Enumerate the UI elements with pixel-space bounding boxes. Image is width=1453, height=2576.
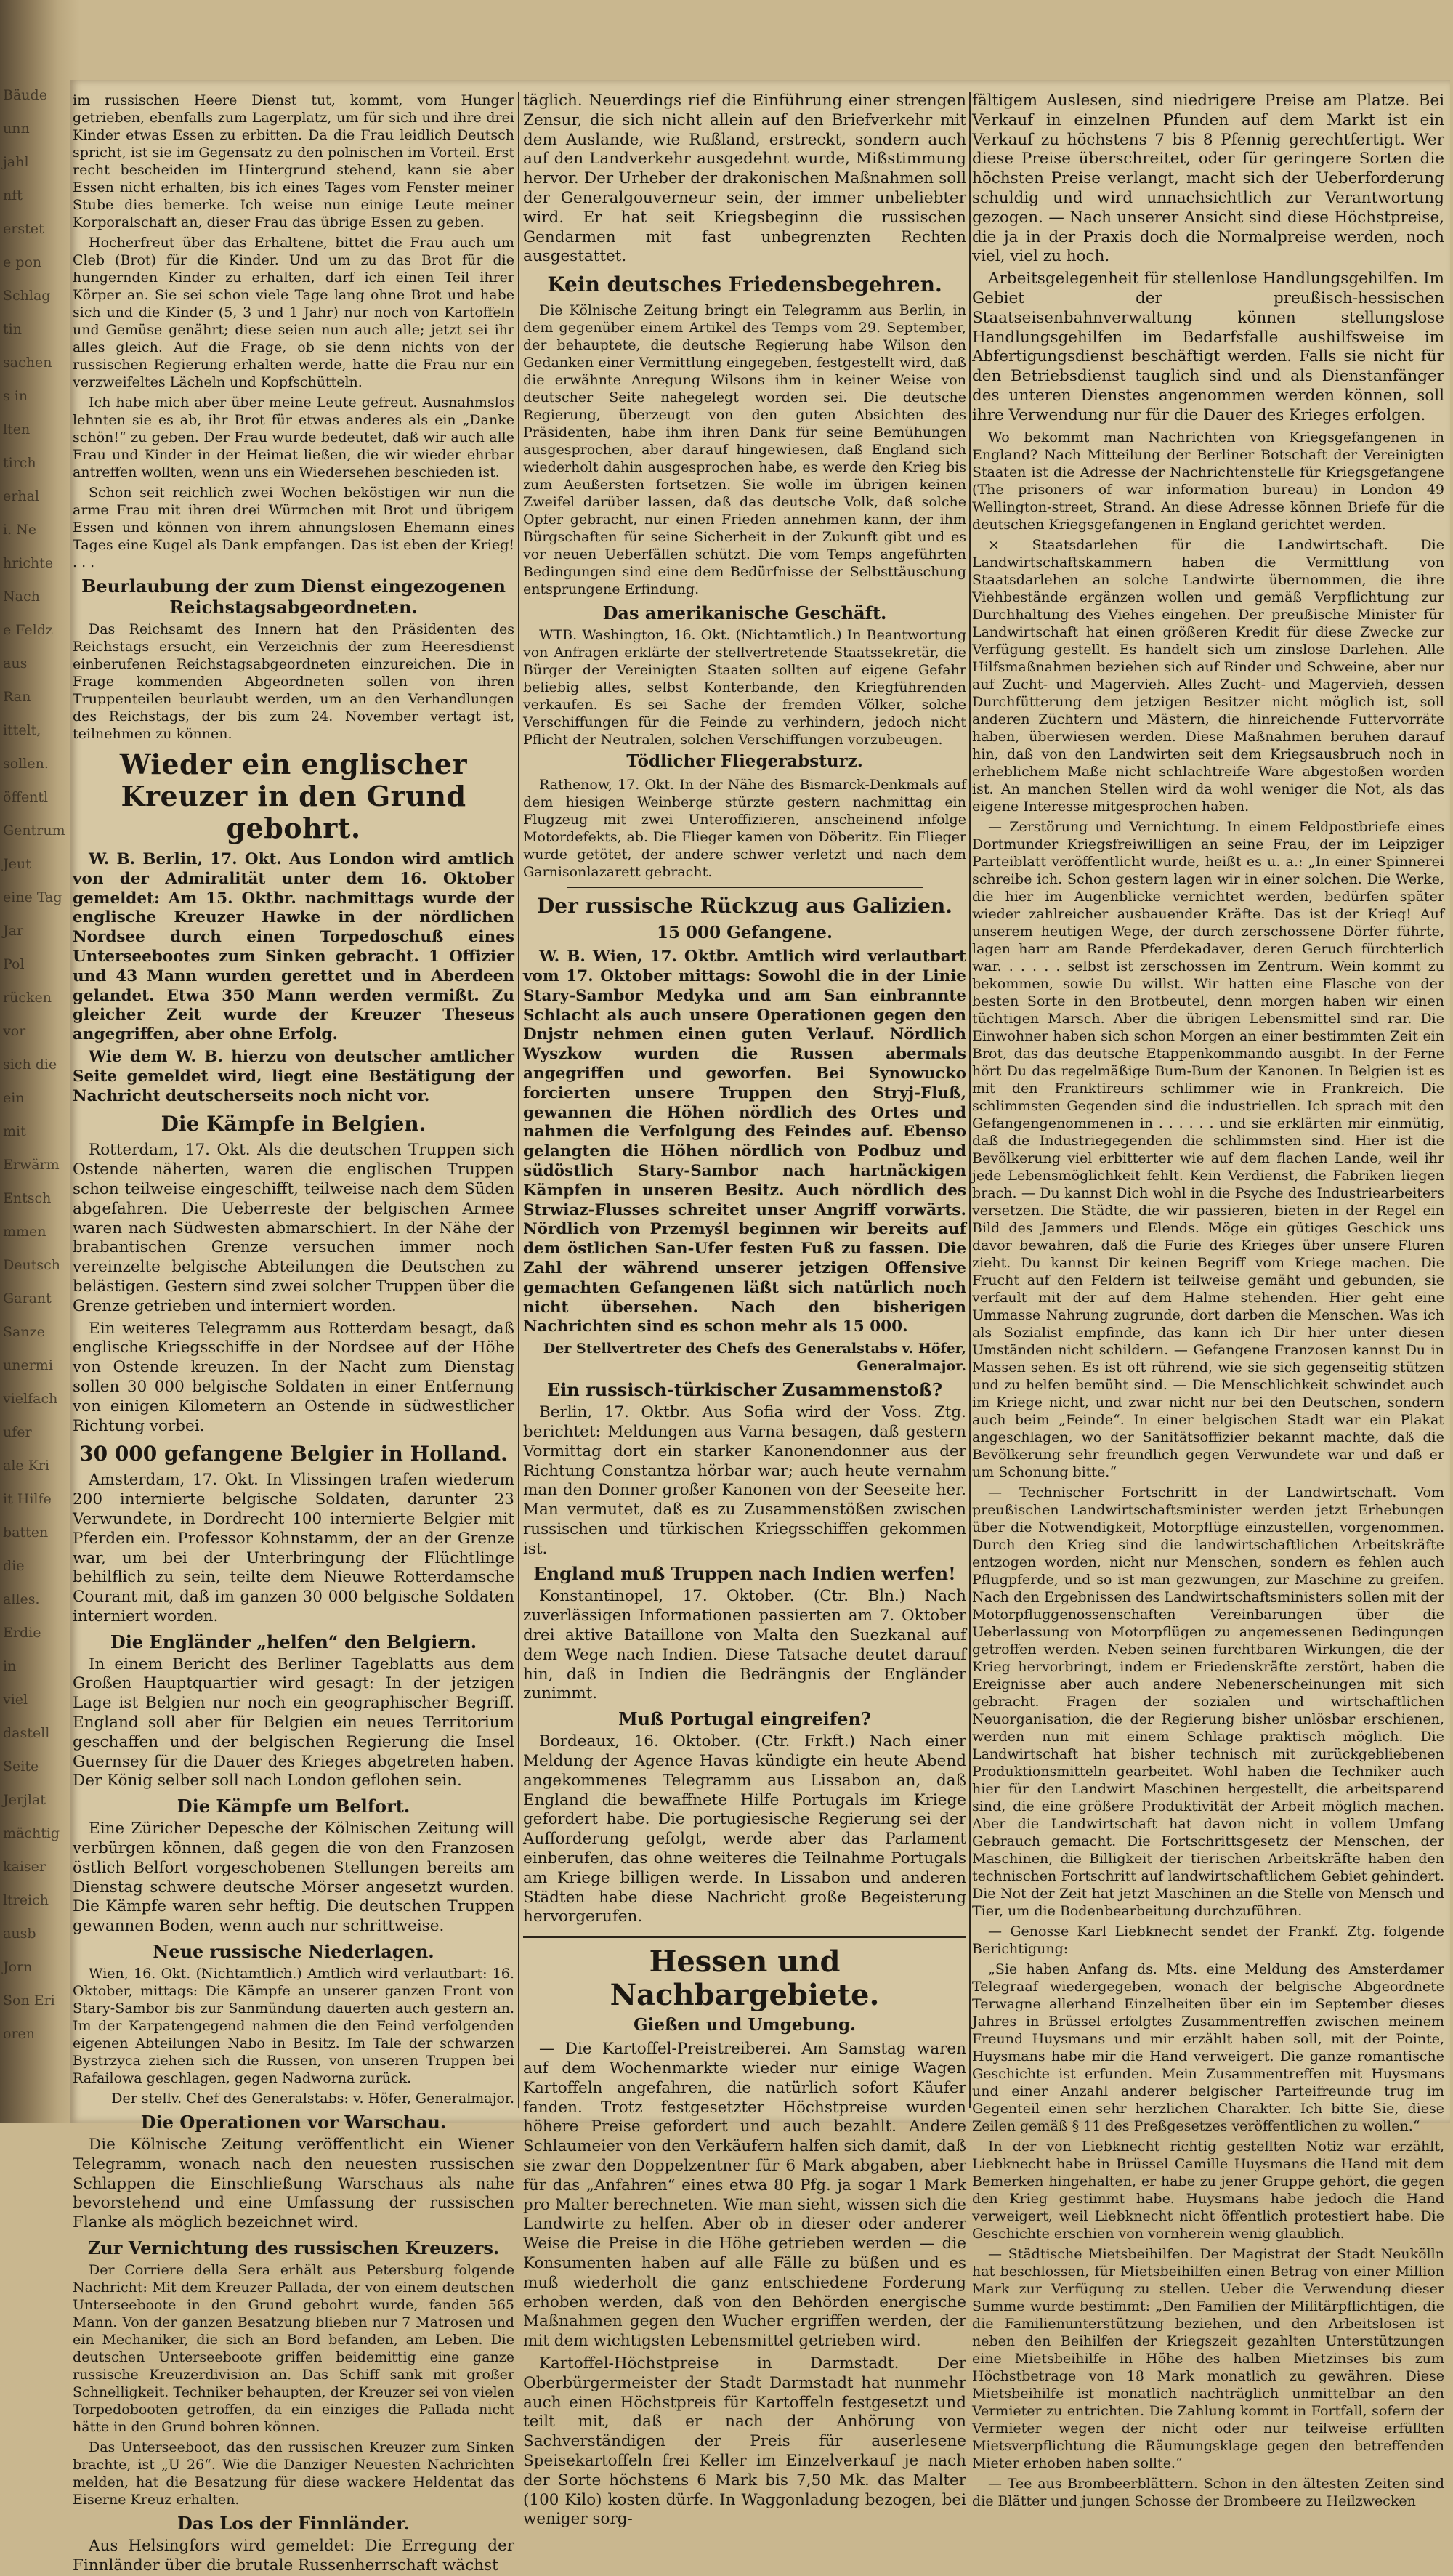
- headline: 30 000 gefangene Belgier in Holland.: [79, 1442, 508, 1466]
- paragraph: Berlin, 17. Oktbr. Aus Sofia wird der Voss. Ztg. berichtet: Meldungen aus Varna besagen, daß gestern Vormittag dort ein starker Kanonendonner aus der Richtung Constantza hörbar war; auch heute vernahm man den Donner großer Kanonen von der Seeseite her. Man vermutet, daß es zu Zusammenstößen zwischen russischen und türkischen Kriegsschiffen gekommen ist.: [523, 1403, 966, 1558]
- edge-text-fragment: sich die: [3, 1057, 57, 1073]
- edge-text-fragment: aus: [3, 655, 28, 671]
- headline: Ein russisch-türkischer Zusammenstoß?: [546, 1379, 943, 1401]
- edge-text-fragment: tirch: [3, 455, 36, 471]
- headline: Die Engländer „helfen“ den Belgiern.: [110, 1631, 477, 1652]
- edge-text-fragment: ufer: [3, 1424, 32, 1440]
- edge-text-fragment: Garant: [3, 1291, 52, 1307]
- paragraph: Eine Züricher Depesche der Kölnischen Zeitung will verbürgen können, daß gegen die von den Franzosen östlich Belfort vorgeschobenen Stellungen bereits am Dienstag schwere deutsche Mörser angesetzt wurden. Die Kämpfe waren sehr heftig. Die deutschen Truppen gewannen Boden, wenn auch nur schrittweise.: [73, 1820, 514, 1936]
- adjacent-page-edge: [0, 0, 80, 2123]
- column-rule: [969, 92, 971, 2108]
- column-1: [73, 92, 514, 2575]
- headline: Die Kämpfe um Belfort.: [177, 1796, 410, 1817]
- edge-text-fragment: unermi: [3, 1357, 53, 1373]
- edge-text-fragment: Entsch: [3, 1190, 52, 1206]
- edge-text-fragment: alles.: [3, 1591, 40, 1607]
- paragraph: Ich habe mich aber über meine Leute gefreut. Ausnahmslos lehnten sie es ab, ihr Brot für etwas anderes als ein „Danke schön!“ zu geben. Der Frau wurde bedeutet, daß wir auch alle Frau und Kinder in der Heimat ließen, die wir wieder ehrbar antreffen wollten, wenn uns ein Wiedersehen beschieden ist.: [73, 395, 514, 480]
- edge-text-fragment: unn: [3, 121, 30, 137]
- edge-text-fragment: hrichte: [3, 555, 54, 571]
- edge-text-fragment: vielfach: [3, 1391, 58, 1407]
- paragraph: Rathenow, 17. Okt. In der Nähe des Bismarck-Denkmals auf dem hiesigen Weinberge stürzte gestern nachmittag ein Flugzeug mit zwei Unteroffizieren, anscheinend infolge Motordefekts, ab. Die Flieger kamen von Döberitz. Ein Flieger wurde getötet, der andere schwer verletzt und nach dem Garnisonlazarett gebracht.: [523, 777, 966, 881]
- column-2: [523, 92, 966, 2529]
- edge-text-fragment: e pon: [3, 254, 42, 270]
- column-rule: [518, 92, 519, 2108]
- edge-text-fragment: Ran: [3, 689, 31, 705]
- paragraph: täglich. Neuerdings rief die Einführung einer strengen Zensur, die sich nicht allein auf den Briefverkehr mit dem Auslande, wie Rußland, erstreckt, sondern auch auf den Landverkehr ausgedehnt wurde, Mißstimmung hervor. Der Urheber der drakonischen Maßnahmen soll der Generalgouverneur sein, der immer unbeliebter wird. Er hat seit Kriegsbeginn die russischen Gendarmen mit fast unbegrenzten Rechten ausgestattet.: [523, 92, 966, 266]
- headline: Die Operationen vor Warschau.: [140, 2112, 447, 2133]
- paragraph: — Zerstörung und Vernichtung. In einem Feldpostbriefe eines Dortmunder Kriegsfreiwilligen an seine Frau, der im Leipziger Parteiblatt veröffentlicht wurde, heißt es u. a.: „In einer Spinnerei schreibe ich. Schon gestern lagen wir in einer solchen. Die Werke, die hier im Augenblicke vernichtet werden, bedürfen später wieder zahlreicher ausbauender Kräfte. Das ist der Krieg! Auf unserem heutigen Wege, der durch zerschossene Dörfer führte, lagen harr am Rande Pferdekadaver, deren Geruch fürchterlich war. . . . . . selbst ist zerschossen im Zentrum. Wein kommt zu bekommen, sowie Du willst. Wir hatten eine Flasche von der besten Sorte in den Brotbeutel, denn morgen haben wir einen tüchtigen Marsch. Aber die übrigen Lebensmittel sind rar. Die Einwohner haben sich schon Morgen an einer bestimmten Zeit ein Brot, das das deutsche Etappenkommando ausgibt. In der Ferne hört Du das regelmäßige Bum-Bum der Kanonen. In Belgien ist es mit den Franktireurs schlimmer wie in Frankreich. Die schlimmsten Gegenden sind die industriellen. Ich sprach mit den Gefangengenommenen in . . . . . . und sie erklärten mir einmütig, daß die Industriegegenden die schlimmsten sind. Hier ist die Bevölkerung viel erbitterter wie auf dem flachen Lande, weil ihr jede Lebensmöglichkeit fehlt. Kein Verdienst, die Fabriken liegen brach. — Du kannst Dich wohl in die Psyche des Industriearbeiters versetzen. Die Städte, die wir passieren, bieten in der Regel ein Bild des Jammers und Elends. Möge ein gütiges Geschick uns davor bewahren, daß die Furie des Krieges über unsere Fluren zieht. Du kannst Dir keinen Begriff vom Kriege machen. Die Frucht auf den Feldern ist teilweise gemäht und gebunden, sie verfault mit der auf dem Halme stehenden. Hier geht eine Ummasse Nahrung zugrunde, dort darben die Menschen. Was ich als Sozialist empfinde, das kann ich Dir hier unter diesen Umständen nicht schildern. — Gefangene Franzosen kannst Du in Massen sehen. Es ist oft rührend, wie sie sich gegenseitig stützen und zu helfen bemüht sind. — Die Menschlichkeit schwindet auch im Kriege nicht, und zwar nicht nur bei den Deutschen, sondern auch beim „Feinde“. In einer belgischen Stadt war ein Plakat angeschlagen, wo der Sanitätsoffizier bekannt machte, daß die Bevölkerung sehr freundlich gegen Verwundete war und daß er um Schonung bitte.“: [972, 818, 1444, 1480]
- edge-text-fragment: erstet: [3, 221, 44, 237]
- section-subtitle: Gießen und Umgebung.: [633, 2015, 857, 2035]
- paragraph: Der Corriere della Sera erhält aus Petersburg folgende Nachricht: Mit dem Kreuzer Pallada, der von einem deutschen Unterseeboote in den Grund gebohrt wurde, fanden 565 Mann. Von der ganzen Besatzung blieben nur 7 Matrosen und ein Mechaniker, die sich an Bord befanden, am Leben. Die deutschen Unterseeboote griffen beidemittig eine ganze russische Kreuzerdivision an. Das Schiff sank mit großer Schnelligkeit. Techniker behaupten, der Kreuzer sei von vielen Torpedobooten getroffen, da ein einziges die Pallada nicht hätte in den Grund bohren können.: [73, 2262, 514, 2436]
- edge-text-fragment: Jar: [3, 923, 24, 939]
- edge-text-fragment: mit: [3, 1123, 26, 1139]
- paragraph: Die Kölnische Zeitung veröffentlicht ein Wiener Telegramm, wonach nach den neuesten russischen Schlappen die Einschließung Warschaus als nahe bevorstehend und eine Umfassung der russischen Flanke als möglich bezeichnet wird.: [73, 2136, 514, 2232]
- paragraph: Konstantinopel, 17. Oktober. (Ctr. Bln.) Nach zuverlässigen Informationen passierten am 7. Oktober drei aktive Bataillone von Malta den Suezkanal auf dem Wege nach Indien. Diese Tatsache deutet darauf hin, daß in Indien die Bedrängnis der Engländer zunimmt.: [523, 1587, 966, 1703]
- paragraph: fältigem Auslesen, sind niedrigere Preise am Platze. Bei Verkauf in einzelnen Pfunden auf dem Markt ist ein Verkauf zu höchstens 7 bis 8 Pfennig gerechtfertigt. Wer diese Preise überschreitet, oder für geringere Sorten die höchsten Preise verlangt, macht sich der Ueberforderung schuldig und wird unnachsichtlich zur Verantwortung gezogen. — Nach unserer Ansicht sind diese Höchstpreise, die ja in der Praxis doch die Normalpreise werden, noch viel, viel zu hoch.: [972, 92, 1444, 266]
- headline: Der russische Rückzug aus Galizien.: [536, 894, 953, 918]
- edge-text-fragment: i. Ne: [3, 522, 37, 538]
- edge-text-fragment: lten: [3, 421, 31, 437]
- edge-text-fragment: Bäude: [3, 87, 47, 103]
- subheadline: Tödlicher Fliegerabsturz.: [626, 751, 863, 772]
- edge-text-fragment: it Hilfe: [3, 1491, 52, 1507]
- headline: Neue russische Niederlagen.: [153, 1941, 434, 1963]
- paragraph: Rotterdam, 17. Okt. Als die deutschen Truppen sich Ostende näherten, waren die englischen Truppen schon teilweise eingeschifft, teilweise nach dem Süden abgefahren. Die Ueberreste der belgischen Armee waren nach Südwesten abmarschiert. In der Nähe der brabantischen Grenze versuchen immer noch vereinzelte belgische Abteilungen die Deutschen zu belästigen. Gestern sind zwei solcher Truppen über die Grenze getrieben und interniert worden.: [73, 1141, 514, 1315]
- edge-text-fragment: Schlag: [3, 288, 51, 304]
- paragraph: Hocherfreut über das Erhaltene, bittet die Frau auch um Cleb (Brot) für die Kinder. Und um zu das Brot für die hungernden Kinder zu erhalten, darf ich einen Teil ihrer Körper an. Sie sei schon viele Tage lang ohne Brot und habe sich und die Kinder (5, 3 und 1 Jahr) nur noch von Kartoffeln und Gemüse genährt; diese seien nun auch alle; jetzt sei ihr alles gleich. Auf die Frage, ob sie denn nichts von der russischen Regierung erhalten werde, hatte die Frau nur ein verzweifeltes Lächeln und Kopfschütteln.: [73, 235, 514, 390]
- edge-text-fragment: Jeut: [3, 856, 31, 872]
- paragraph: Wien, 16. Okt. (Nichtamtlich.) Amtlich wird verlautbart: 16. Oktober, mittags: Die Kämpfe an unserer ganzen Front von Stary-Sambor bis zur Sanmündung dauerten auch gestern an. Im der Karpatengegend nahmen die den Feind verfolgenden eigenen Abteilungen Nabo in Besitz. Im Tale der schwarzen Bystrzyca ziehen sich die Russen, von unseren Truppen bei Rafailowa geschlagen, gegen Nadworna zurück.: [73, 1966, 514, 2087]
- paragraph: — Die Kartoffel-Preistreiberei. Am Samstag waren auf dem Wochenmarkte wieder nur einige Wagen Kartoffeln angefahren, die natürlich sofort Käufer fanden. Trotz festgesetzter Höchstpreise wurden höhere Preise gefordert und auch bezahlt. Andere Schlaumeier von den Verkäufern halfen sich damit, daß sie zwar den Doppelzentner für 6 Mark abgaben, aber für das „Anfahren“ eines etwa 80 Pfg. ja sogar 1 Mark pro Malter berechneten. Wie man sieht, wissen sich die Landwirte zu helfen. Aber ob in dieser oder anderer Weise die Preise in die Höhe getrieben werden — die Konsumenten haben auf alle Fälle zu büßen und es muß wiederholt die ganz entschiedene Forderung erhoben werden, daß von den Behörden energische Maßnahmen gegen den Wucher ergriffen werden, der mit dem wichtigsten Lebensmittel getrieben wird.: [523, 2040, 966, 2351]
- edge-text-fragment: batten: [3, 1525, 49, 1541]
- edge-text-fragment: tin: [3, 321, 22, 337]
- paragraph: Wie dem W. B. hierzu von deutscher amtlicher Seite gemeldet wird, liegt eine Bestätigung der Nachricht deutscherseits noch nicht vor.: [73, 1047, 514, 1105]
- edge-text-fragment: Seite: [3, 1759, 39, 1774]
- edge-text-fragment: die: [3, 1558, 25, 1574]
- headline: Zur Vernichtung des russischen Kreuzers.: [87, 2237, 500, 2259]
- headline: Die Kämpfe in Belgien.: [161, 1112, 426, 1136]
- paragraph: — Technischer Fortschritt in der Landwirtschaft. Vom preußischen Landwirtschaftsminister werden jetzt Erhebungen über die Notwendigkeit, Motorpflüge einzustellen, vorgenommen. Durch den Krieg sind die landwirtschaftlichen Arbeitskräfte entzogen worden, nicht nur Menschen, sondern es fehlen auch Pflugpferde, und so ist man gezwungen, zur Maschine zu greifen. Nach den Ergebnissen des Landwirtschaftsministers sollen mit der Motorpfluggenossenschaften Vereinbarungen über die Ueberlassung von Motorpflügen zu angemessenen Bedingungen getroffen werden. Neben seinen furchtbaren Wirkungen, die der Krieg hervorbringt, indem er Friedenskräfte zerstört, haben die Ereignisse aber auch andere Nebenerscheinungen mit sich gebracht. Fragen der sozialen und wirtschaftlichen Neuorganisation, die der Regierung bisher unlösbar erschienen, werden nun mit einem Schlage praktisch möglich. Die Landwirtschaft hat bisher technisch mit zurückgebliebenen Produktionsmitteln gearbeitet. Wohl haben die Techniker auch hier für den Landwirt Maschinen hergestellt, die arbeitsparend sind, die eine größere Produktivität der Arbeit möglich machen. Aber die Landwirtschaft hat davon nicht in vollem Umfang Gebrauch gemacht. Die Fortschrittsgesetz der Menschen, der Maschinen, die Billigkeit der tierischen Arbeitskräfte haben den technischen Fortschritt auf landwirtschaftlichem Gebiet gehindert. Die Not der Zeit hat jetzt Maschinen an die Stelle von Mensch und Tier, um die Bodenbearbeitung durchzuführen.: [972, 1484, 1444, 1919]
- paragraph: Aus Helsingfors wird gemeldet: Die Erregung der Finnländer über die brutale Russenherrschaft wächst: [73, 2537, 514, 2575]
- edge-text-fragment: ltreich: [3, 1892, 49, 1908]
- edge-text-fragment: nft: [3, 187, 23, 203]
- edge-text-fragment: ausb: [3, 1926, 36, 1942]
- paragraph: Das Unterseeboot, das den russischen Kreuzer zum Sinken brachte, ist „U 26“. Wie die Danziger Neuesten Nachrichten melden, hat die Besatzung für diese wackere Heldentat das Eiserne Kreuz erhalten.: [73, 2439, 514, 2508]
- edge-text-fragment: jahl: [3, 154, 29, 170]
- edge-text-fragment: ittelt,: [3, 722, 41, 738]
- paragraph: Arbeitsgelegenheit für stellenlose Handlungsgehilfen. Im Gebiet der preußisch-hessischen Staatseisenbahnverwaltung können stellungslose Handlungsgehilfen im Bedarfsfalle aushilfsweise im Abfertigungsdienst beschäftigt werden. Falls sie nicht für den Betriebsdienst tauglich sind und als Dienstanfänger des unteren Dienstes angenommen werden können, soll ihre Verwendung nur für die Dauer des Krieges erfolgen.: [972, 270, 1444, 424]
- edge-text-fragment: Jerjlat: [3, 1792, 46, 1808]
- edge-text-fragment: dastell: [3, 1725, 50, 1741]
- edge-text-fragment: Deutsch: [3, 1257, 60, 1273]
- paragraph: Bordeaux, 16. Oktober. (Ctr. Frkft.) Nach einer Meldung der Agence Havas kündigte ein heute Abend angekommenes Telegramm aus Lissabon an, daß England die bewaffnete Hilfe Portugals im Kriege gefordert habe. Die portugiesische Regierung sei der Aufforderung gefolgt, werde aber das Parlament einberufen, das ohne weiteres die Teilnahme Portugals am Kriege billigen werde. In Lissabon und anderen Städten habe diese Nachricht große Begeisterung hervorgerufen.: [523, 1732, 966, 1926]
- paragraph: W. B. Berlin, 17. Okt. Aus London wird amtlich von der Admiralität unter dem 16. Oktober gemeldet: Am 15. Oktbr. nachmittags wurde der englische Kreuzer Hawke in der nördlichen Nordsee durch einen Torpedoschuß eines Unterseebootes zum Sinken gebracht. 1 Offizier und 43 Mann wurden gerettet und in Aberdeen gelandet. Etwa 350 Mann werden vermißt. Zu gleicher Zeit wurde der Kreuzer Theseus angegriffen, aber ohne Erfolg.: [73, 850, 514, 1044]
- paragraph: W. B. Wien, 17. Oktbr. Amtlich wird verlautbart vom 17. Oktober mittags: Sowohl die in der Linie Stary-Sambor Medyka und am San einbrannte Schlacht als auch unsere Operationen gegen den Dnjstr nehmen einen guten Verlauf. Nördlich Wyszkow wurden die Russen abermals angegriffen und geworfen. Bei Synowucko forcierten unsere Truppen den Stryj-Fluß, gewannen die Höhen nördlich des Ortes und nahmen die Verfolgung des Feindes auf. Ebenso gelangten die Höhen nördlich von Podbuz und südöstlich Stary-Sambor nach hartnäckigen Kämpfen in unseren Besitz. Auch nördlich des Strwiaz-Flusses schreitet unser Angriff vorwärts. Nördlich von Przemyśl beginnen wir bereits auf dem östlichen San-Ufer festen Fuß zu fassen. Die Zahl der während unserer jetzigen Offensive gemachten Gefangenen läßt sich natürlich noch nicht übersehen. Nach den bisherigen Nachrichten sind es schon mehr als 15 000.: [523, 948, 966, 1336]
- paragraph: × Staatsdarlehen für die Landwirtschaft. Die Landwirtschaftskammern haben die Vermittlung von Staatsdarlehen an solche Landwirte übernommen, die ihre Viehbestände ergänzen wollen und gemäß Verpflichtung zur Durchhaltung des Viehes eingehen. Der preußische Minister für Landwirtschaft hat einen größeren Kredit für diese Zwecke zur Verfügung gestellt. Es handelt sich um zinslose Darlehen. Alle Hilfsmaßnahmen beziehen sich auf Rinder und Schweine, aber nur auf Zucht- und Magervieh. Alles Zucht- und Magervieh, dessen Durchfütterung dem jetzigen Besitzer nicht möglich ist, soll anderen Züchtern und Mästern, die hinreichende Futtervorräte haben, überwiesen werden. Diese Maßnahmen beruhen darauf hin, daß von den Landwirten seit dem Kriegsausbruch noch in erheblichem Maße nicht schlachtreife Ware abgestoßen worden ist. An manchen Stellen wird da wohl weniger die Not, als das eigene Interesse mitgesprochen haben.: [972, 536, 1444, 815]
- edge-text-fragment: e Feldz: [3, 622, 53, 638]
- signature-line: Der Stellvertreter des Chefs des Generalstabs v. Höfer, Generalmajor.: [543, 1341, 966, 1375]
- edge-text-fragment: öffentl: [3, 789, 49, 805]
- paragraph: „Sie haben Anfang ds. Mts. eine Meldung des Amsterdamer Telegraaf wiedergegeben, wonach der belgische Abgeordnete Terwagne allerhand Einzelheiten über ein im September dieses Jahres in Brüssel erfolgtes Zusammentreffen zwischen meinem Freund Huysmans und mir erzählt haben soll, mit der Pointe, Huysmans habe mir die Hand verweigert. Die ganze romantische Geschichte ist erfunden. Mein Zusammentreffen mit Huysmans und einer Anzahl anderer belgischer Parteifreunde trug im Gegenteil einen sehr herzlichen Charakter. Ich bitte Sie, diese Zeilen gemäß § 11 des Preßgesetzes veröffentlichen zu wollen.“: [972, 1961, 1444, 2134]
- paragraph: Die Kölnische Zeitung bringt ein Telegramm aus Berlin, in dem gegenüber einem Artikel des Temps vom 29. September, der behauptete, die deutsche Regierung habe Wilson den Gedanken einer Vermittlung eingegeben, festgestellt wird, daß die erwähnte Anregung Wilsons ihm in keiner Weise von deutscher Seite nahegelegt worden sei. Die deutsche Regierung, überzeugt von den guten Absichten des Präsidenten, habe ihm ihren Dank für seine Bemühungen ausgesprochen, aber darauf hingewiesen, daß England sich wiederholt dahin ausgesprochen habe, es werde den Krieg bis zum Aeußersten fortsetzen. Sie wolle im übrigen keinen Zweifel darüber lassen, daß das deutsche Volk, daß solche Opfer gebracht, nur einen Frieden annehmen kann, der ihm Bürgschaften für seine Sicherheit in der Zukunft gibt und es vor neuen Ueberfällen schützt. Die vom Temps angeführten Bedingungen sind eine dem Bedürfnisse der Selbsttäuschung entsprungene Erfindung.: [523, 302, 966, 598]
- edge-text-fragment: sollen.: [3, 756, 49, 772]
- paragraph: In einem Bericht des Berliner Tageblatts aus dem Großen Hauptquartier wird gesagt: In der jetzigen Lage ist Belgien nur noch ein geographischer Begriff. England soll aber für Belgien ein neues Territorium geschaffen und der belgischen Regierung die Insel Guernsey für die Dauer des Krieges abgetreten haben. Der König selber soll nach London geflohen sein.: [73, 1655, 514, 1790]
- paragraph: Ein weiteres Telegramm aus Rotterdam besagt, daß englische Kriegsschiffe in der Nordsee auf der Höhe von Ostende kreuzen. In der Nacht zum Dienstag sollen 30 000 belgische Soldaten in einer Entfernung von einigen Kilometern an Ostende in südwestlicher Richtung vorbei.: [73, 1319, 514, 1435]
- edge-text-fragment: s in: [3, 388, 28, 404]
- edge-text-fragment: Pol: [3, 956, 25, 972]
- edge-text-fragment: kaiser: [3, 1859, 46, 1875]
- edge-text-fragment: Nach: [3, 589, 40, 605]
- edge-text-fragment: sachen: [3, 355, 52, 371]
- paragraph: — Tee aus Brombeerblättern. Schon in den ältesten Zeiten sind die Blätter und jungen Schosse der Brombeere zu Heilzwecken: [972, 2475, 1444, 2509]
- headline: England muß Truppen nach Indien werfen!: [533, 1563, 956, 1585]
- edge-text-fragment: vor: [3, 1023, 26, 1039]
- edge-text-fragment: viel: [3, 1692, 28, 1708]
- headline: Das Los der Finnländer.: [177, 2513, 410, 2535]
- headline: Wieder ein englischer Kreuzer in den Grund gebohrt.: [119, 748, 468, 844]
- edge-text-fragment: ein: [3, 1090, 25, 1106]
- paragraph: Das Reichsamt des Innern hat den Präsidenten des Reichstags ersucht, ein Verzeichnis der zum Heeresdienst einberufenen Reichstagsabgeordneten einzureichen. Die in Frage kommenden Abgeordneten sollen von ihren Truppenteilen beurlaubt werden, um an den Verhandlungen des Reichstags, der bis zum 24. November vertagt ist, teilnehmen zu können.: [73, 621, 514, 742]
- paragraph: WTB. Washington, 16. Okt. (Nichtamtlich.) In Beantwortung von Anfragen erklärte der stellvertretende Staatssekretär, die Bürger der Vereinigten Staaten sollten auf eigene Gefahr beliebig alles, selbst Konterbande, den Kriegführenden verkaufen. Es sei Sache der fremden Völker, solche Verschiffungen für die Feinde zu verhindern, jedoch nicht Pflicht der Neutralen, solchen Verschiffungen vorzubeugen.: [523, 627, 966, 748]
- edge-text-fragment: ale Kri: [3, 1458, 50, 1474]
- edge-text-fragment: rücken: [3, 990, 52, 1006]
- edge-text-fragment: Erdie: [3, 1625, 41, 1641]
- subheadline: 15 000 Gefangene.: [657, 923, 833, 943]
- paragraph: In der von Liebknecht richtig gestellten Notiz war erzählt, Liebknecht habe in Brüssel Camille Huysmans die Hand mit dem Bemerken hingehalten, er habe zu jener Gruppe gehört, die gegen den Krieg gestimmt habe. Huysmans habe jedoch die Hand verweigert, weil Liebknecht nicht öffentlich protestiert habe. Die Geschichte erschien von vornherein wenig glaublich.: [972, 2138, 1444, 2242]
- edge-text-fragment: mächtig: [3, 1825, 60, 1841]
- edge-text-fragment: Sanze: [3, 1324, 45, 1340]
- headline: Muß Portugal eingreifen?: [618, 1708, 871, 1730]
- edge-text-fragment: in: [3, 1658, 17, 1674]
- paragraph: Amsterdam, 17. Okt. In Vlissingen trafen wiederum 200 internierte belgische Soldaten, darunter 23 Verwundete, in Dordrecht 100 internierte Belgier mit Pferden ein. Professor Kohnstamm, der an der Grenze war, um bei der Unterbringung der Flüchtlinge behilflich zu sein, teilte dem Nieuwe Rotterdamsche Courant mit, daß im ganzen 30 000 belgische Soldaten interniert worden.: [73, 1471, 514, 1626]
- headline: Beurlaubung der zum Dienst eingezogenen Reichstagsabgeordneten.: [81, 576, 506, 618]
- edge-text-fragment: Gentrum: [3, 823, 65, 839]
- paragraph: Schon seit reichlich zwei Wochen beköstigen wir nun die arme Frau mit ihren drei Würmchen mit Brot und übrigem Essen und können von ihrem ahnungslosen Ehemann eines Tages eine Kugel als Dank empfangen. Das ist eben der Krieg! . . .: [73, 485, 514, 570]
- paragraph: — Genosse Karl Liebknecht sendet der Frankf. Ztg. folgende Berichtigung:: [972, 1923, 1444, 1957]
- edge-text-fragment: mmen: [3, 1224, 46, 1240]
- column-3: [972, 92, 1444, 2509]
- paragraph: — Städtische Mietsbeihilfen. Der Magistrat der Stadt Neukölln hat beschlossen, für Mietsbeihilfen einen Betrag von einer Million Mark zur Verfügung zu stellen. Ueber die Verwendung dieser Summe wurde bestimmt: „Den Familien der Militärpflichtigen, die die Familienunterstützung beziehen, und den Arbeitslosen ist neben den Beihilfen der Kriegszeit gezahlten Unterstützungen eine Mietsbeihilfe in Höhe des halben Mietzinses bis zum Höchstbetrage von 18 Mark monatlich zu gewähren. Diese Mietsbeihilfe ist monatlich nachträglich unmittelbar an den Vermieter zu entrichten. Die Zahlung kommt in Fortfall, sofern der Vermieter wegen der nicht oder nur teilweise erfüllten Mietsverpflichtung die Räumungsklage gegen den betreffenden Mieter erhoben haben sollte.“: [972, 2245, 1444, 2471]
- edge-text-fragment: Jorn: [3, 1959, 33, 1975]
- edge-text-fragment: Erwärm: [3, 1157, 60, 1173]
- headline: Kein deutsches Friedensbegehren.: [547, 272, 942, 297]
- section-title: Hessen und Nachbargebiete.: [523, 1936, 966, 2012]
- paragraph: im russischen Heere Dienst tut, kommt, vom Hunger getrieben, ebenfalls zum Lagerplatz, um für sich und ihre drei Kinder etwas Essen zu erbitten. Da die Frau leidlich Deutsch spricht, ist sie im Gegensatz zu den polnischen im Vorteil. Erst recht bescheiden im Hintergrund stehend, kann sie aber Essen nicht erhalten, bis ich eines Tages vom Fenster meiner Stube dies bemerke. Ich weise nun einige Leute meiner Korporalschaft an, dieser Frau das übrige Essen zu geben.: [73, 92, 514, 230]
- paragraph: Kartoffel-Höchstpreise in Darmstadt. Der Oberbürgermeister der Stadt Darmstadt hat nunmehr auch einen Höchstpreis für Kartoffeln festgesetzt und teilt mit, daß er nach der Anhörung von Sachverständigen der Preis für auserlesene Speisekartoffeln frei Keller im Einzelverkauf je nach der Sorte höchstens 6 Mark bis 7,50 Mk. das Malter (100 Kilo) kosten dürfe. In Waggonladung bezogen, bei weniger sorg-: [523, 2354, 966, 2529]
- edge-text-fragment: eine Tag: [3, 889, 62, 905]
- divider: [567, 887, 923, 888]
- edge-text-fragment: oren: [3, 2026, 36, 2042]
- headline: Das amerikanische Geschäft.: [602, 602, 887, 624]
- edge-text-fragment: erhal: [3, 488, 39, 504]
- paragraph: Wo bekommt man Nachrichten von Kriegsgefangenen in England? Nach Mitteilung der Berliner Botschaft der Vereinigten Staaten ist die Adresse der Nachrichtenstelle für Kriegsgefangene (The prisoners of war information bureau) in London 49 Wellington-street, Strand. An diese Adresse können Briefe für die deutschen Kriegsgefangenen in England gerichtet werden.: [972, 429, 1444, 533]
- signature-line: Der stellv. Chef des Generalstabs: v. Höfer, Generalmajor.: [111, 2091, 514, 2107]
- edge-text-fragment: Son Eri: [3, 1992, 55, 2008]
